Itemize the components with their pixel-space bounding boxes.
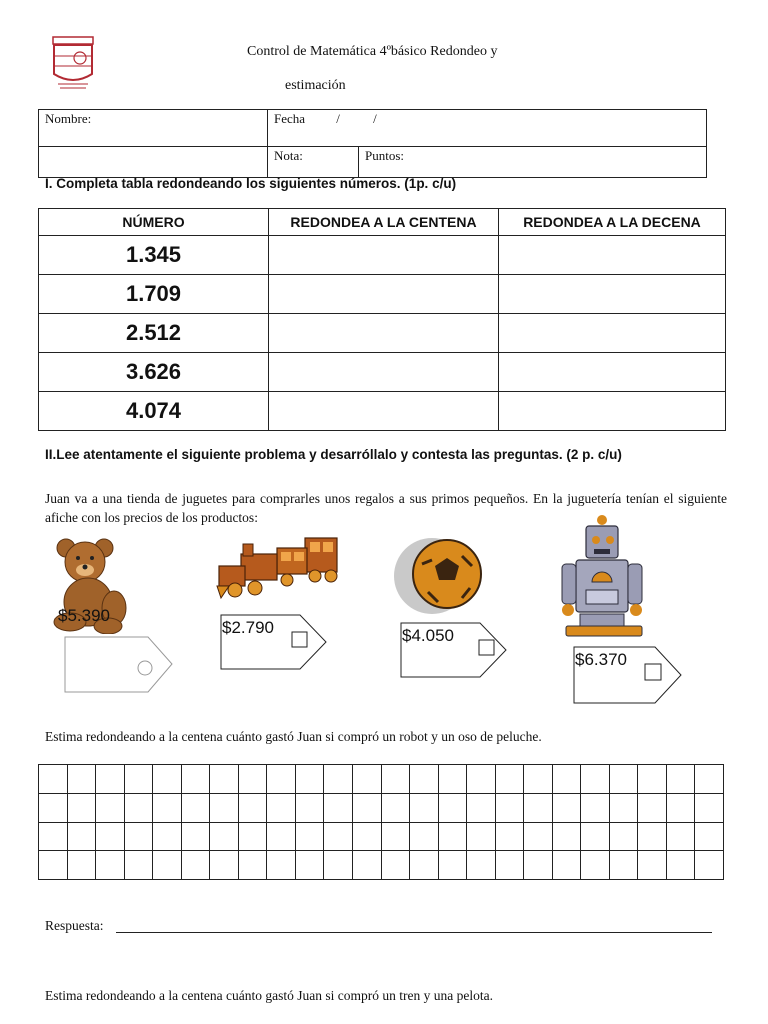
student-info-table [38, 109, 707, 178]
ball-icon [392, 536, 488, 616]
ball-price: $4.050 [402, 626, 454, 645]
date-label: Fecha [273, 111, 306, 126]
price-tag-icon [64, 636, 174, 693]
toy-train-icon [215, 532, 345, 606]
number-cell: 1.709 [39, 275, 269, 314]
header-hundreds: REDONDEA A LA CENTENA [269, 209, 499, 236]
name-label: Nombre: [45, 111, 92, 126]
table-row [39, 236, 726, 275]
answer-label: Respuesta: [45, 918, 104, 933]
number-cell: 4.074 [39, 392, 269, 431]
bear-price: $5.390 [58, 606, 110, 625]
question-1: Estima redondeando a la centena cuánto gastó Juan si compró un robot y un oso de peluche. [45, 729, 542, 744]
table-row [39, 353, 726, 392]
page-title: Control de Matemática 4ºbásico Redondeo y [247, 44, 498, 59]
table-row [39, 392, 726, 431]
page-title-continued: estimación [285, 78, 346, 93]
work-grid[interactable] [38, 764, 724, 880]
robot-price: $6.370 [575, 650, 627, 669]
table-row [39, 275, 726, 314]
answer-hundreds-cell[interactable] [269, 314, 499, 353]
table-row [39, 314, 726, 353]
date-separator: / [373, 111, 377, 126]
answer-line[interactable] [116, 932, 712, 933]
grade-cell[interactable] [267, 147, 358, 178]
answer-hundreds-cell[interactable] [269, 236, 499, 275]
train-price: $2.790 [222, 618, 274, 637]
answer-hundreds-cell[interactable] [269, 275, 499, 314]
header-number: NÚMERO [39, 209, 269, 236]
answer-hundreds-cell[interactable] [269, 392, 499, 431]
date-cell[interactable] [267, 110, 706, 147]
school-logo-icon [50, 36, 96, 92]
problem-paragraph: Juan va a una tienda de juguetes para comprarles unos regalos a sus primos pequeños. En la juguetería tenían el siguiente afiche con los precios de los productos: [45, 491, 727, 525]
section1-instruction: I. Completa tabla redondeando los siguientes números. (1p. c/u) [45, 176, 457, 191]
number-cell: 2.512 [39, 314, 269, 353]
number-cell: 1.345 [39, 236, 269, 275]
answer-tens-cell[interactable] [499, 314, 726, 353]
points-cell[interactable] [358, 147, 706, 178]
rounding-table [38, 208, 726, 431]
name-cell[interactable] [39, 110, 268, 147]
number-cell: 3.626 [39, 353, 269, 392]
answer-tens-cell[interactable] [499, 275, 726, 314]
grade-label: Nota: [273, 148, 303, 163]
robot-icon [558, 514, 650, 638]
empty-cell[interactable] [39, 147, 268, 178]
header-tens: REDONDEA A LA DECENA [499, 209, 726, 236]
answer-tens-cell[interactable] [499, 353, 726, 392]
date-separator: / [336, 111, 340, 126]
answer-tens-cell[interactable] [499, 392, 726, 431]
question-2: Estima redondeando a la centena cuánto gastó Juan si compró un tren y una pelota. [45, 988, 493, 1003]
section2-instruction: II.Lee atentamente el siguiente problema y desarróllalo y contesta las preguntas. (2 p. c/u) [45, 447, 622, 462]
answer-hundreds-cell[interactable] [269, 353, 499, 392]
answer-tens-cell[interactable] [499, 236, 726, 275]
points-label: Puntos: [364, 148, 404, 163]
